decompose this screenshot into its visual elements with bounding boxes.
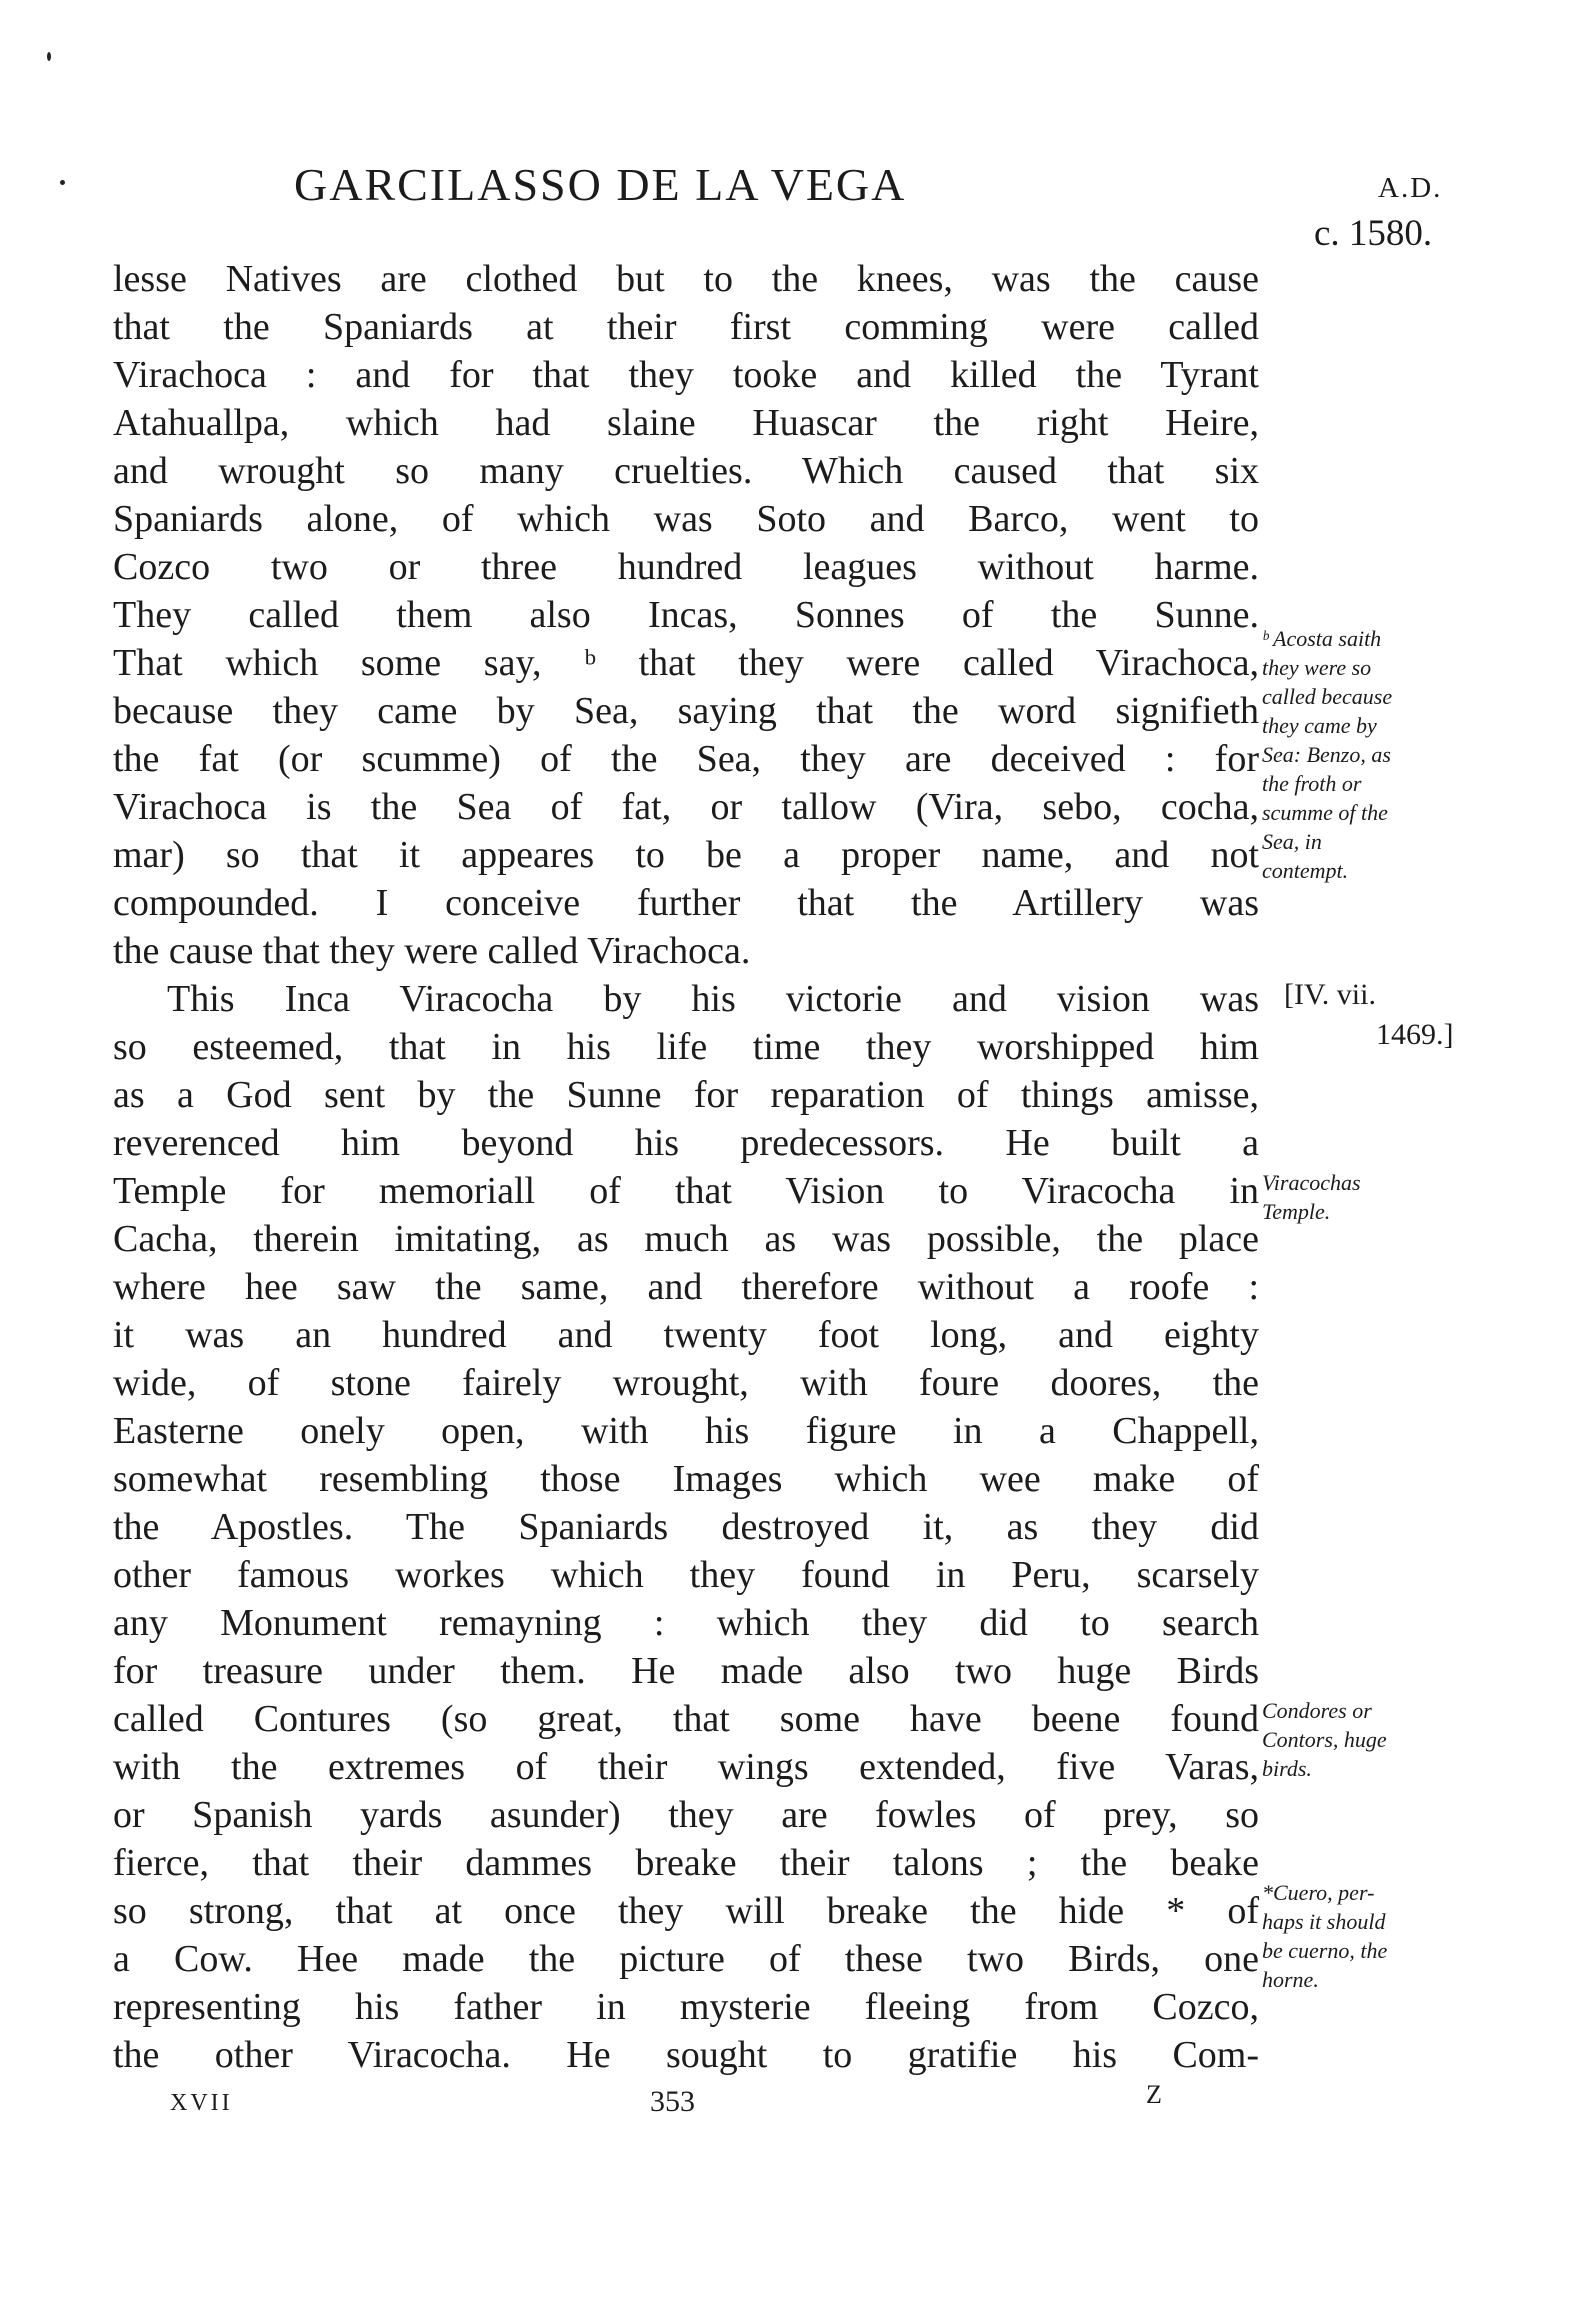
margin-note-line: haps it should	[1262, 1909, 1386, 1934]
text-line: the cause that they were called Virachoca.	[113, 930, 751, 972]
ink-speck	[60, 180, 65, 185]
margin-note-line: called because	[1262, 684, 1393, 709]
running-title: GARCILASSO DE LA VEGA	[294, 159, 907, 210]
page-number: 353	[650, 2085, 695, 2118]
text-line: called Contures (so great, that some have beene found	[113, 1698, 1259, 1740]
text-line: that the Spaniards at their first comming were called	[113, 306, 1259, 348]
sheet-mark: Z	[1146, 2080, 1162, 2109]
margin-note-line: Viracochas	[1262, 1170, 1361, 1195]
margin-note-line: they came by	[1262, 713, 1377, 738]
text-line: so strong, that at once they will breake the hide * of	[113, 1890, 1259, 1932]
text-line: fierce, that their dammes breake their talons ; the beake	[113, 1842, 1259, 1884]
margin-note-temple	[1262, 1168, 1492, 1226]
text-line: the other Viracocha. He sought to gratifie his Com-	[113, 2034, 1259, 2076]
margin-note-line: *Cuero, per-	[1262, 1880, 1375, 1905]
text-line: compounded. I conceive further that the Artillery was	[113, 882, 1259, 924]
margin-note-cuero	[1262, 1878, 1492, 1994]
text-line: so esteemed, that in his life time they worshipped him	[113, 1026, 1259, 1068]
margin-note-line: Temple.	[1262, 1199, 1331, 1224]
text-line: Cozco two or three hundred leagues without harme.	[113, 546, 1259, 588]
ink-speck	[47, 52, 51, 61]
text-line: other famous workes which they found in Peru, scarsely	[113, 1554, 1259, 1596]
margin-note-line: Condores or	[1262, 1698, 1372, 1723]
text-line: wide, of stone fairely wrought, with foure doores, the	[113, 1362, 1259, 1404]
text-line: it was an hundred and twenty foot long, and eighty	[113, 1314, 1259, 1356]
margin-note-line: contempt.	[1262, 858, 1349, 883]
text-line: Easterne onely open, with his figure in a Chappell,	[113, 1410, 1259, 1452]
text-line: Spaniards alone, of which was Soto and Barco, went to	[113, 498, 1259, 540]
text-line: Cacha, therein imitating, as much as was possible, the place	[113, 1218, 1259, 1260]
text-line: somewhat resembling those Images which wee make of	[113, 1458, 1259, 1500]
margin-note-line: Sea, in	[1262, 829, 1322, 854]
margin-note-condores	[1262, 1696, 1492, 1783]
text-line: where hee saw the same, and therefore without a roofe :	[113, 1266, 1259, 1308]
text-line: Atahuallpa, which had slaine Huascar the right Heire,	[113, 402, 1259, 444]
text-line: Temple for memoriall of that Vision to Viracocha in	[113, 1170, 1259, 1212]
text-line: because they came by Sea, saying that the word signifieth	[113, 690, 1259, 732]
margin-note-line: horne.	[1262, 1967, 1319, 1992]
margin-reference: 1469.]	[1376, 1018, 1454, 1051]
text-line: any Monument remayning : which they did to search	[113, 1602, 1259, 1644]
margin-note-line: ᵇ Acosta saith	[1262, 626, 1382, 651]
body-text	[113, 255, 1259, 2079]
margin-note-line: Contors, huge	[1262, 1727, 1387, 1752]
margin-note-line: Sea: Benzo, as	[1262, 742, 1391, 767]
text-line: lesse Natives are clothed but to the knees, was the cause	[113, 258, 1259, 300]
margin-note-line: birds.	[1262, 1756, 1312, 1781]
text-line: for treasure under them. He made also two huge Birds	[113, 1650, 1259, 1692]
text-line: That which some say, ᵇ that they were called Virachoca,	[113, 642, 1259, 684]
text-line: This Inca Viracocha by his victorie and vision was	[167, 978, 1259, 1020]
text-line: a Cow. Hee made the picture of these two Birds, one	[113, 1938, 1259, 1980]
margin-note-line: they were so	[1262, 655, 1372, 680]
margin-note-acosta	[1262, 624, 1492, 885]
text-line: as a God sent by the Sunne for reparation of things amisse,	[113, 1074, 1259, 1116]
text-line: mar) so that it appeares to be a proper name, and not	[113, 834, 1259, 876]
text-line: representing his father in mysterie fleeing from Cozco,	[113, 1986, 1259, 2028]
margin-note-line: be cuerno, the	[1262, 1938, 1388, 1963]
text-line: Virachoca is the Sea of fat, or tallow (Vira, sebo, cocha,	[113, 786, 1259, 828]
margin-reference: [IV. vii.	[1284, 978, 1376, 1011]
margin-note-line: the froth or	[1262, 771, 1362, 796]
text-line: reverenced him beyond his predecessors. He built a	[113, 1122, 1259, 1164]
text-line: or Spanish yards asunder) they are fowles of prey, so	[113, 1794, 1259, 1836]
text-line: the fat (or scumme) of the Sea, they are deceived : for	[113, 738, 1259, 780]
text-line: the Apostles. The Spaniards destroyed it, as they did	[113, 1506, 1259, 1548]
margin-note-line: scumme of the	[1262, 800, 1388, 825]
text-line: Virachoca : and for that they tooke and killed the Tyrant	[113, 354, 1259, 396]
signature-mark: XVII	[170, 2090, 233, 2116]
year-value: c. 1580.	[1314, 213, 1433, 254]
text-line: with the extremes of their wings extended, five Varas,	[113, 1746, 1259, 1788]
text-line: They called them also Incas, Sonnes of the Sunne.	[113, 594, 1259, 636]
year-label: A.D.	[1378, 172, 1443, 204]
text-line: and wrought so many cruelties. Which caused that six	[113, 450, 1259, 492]
